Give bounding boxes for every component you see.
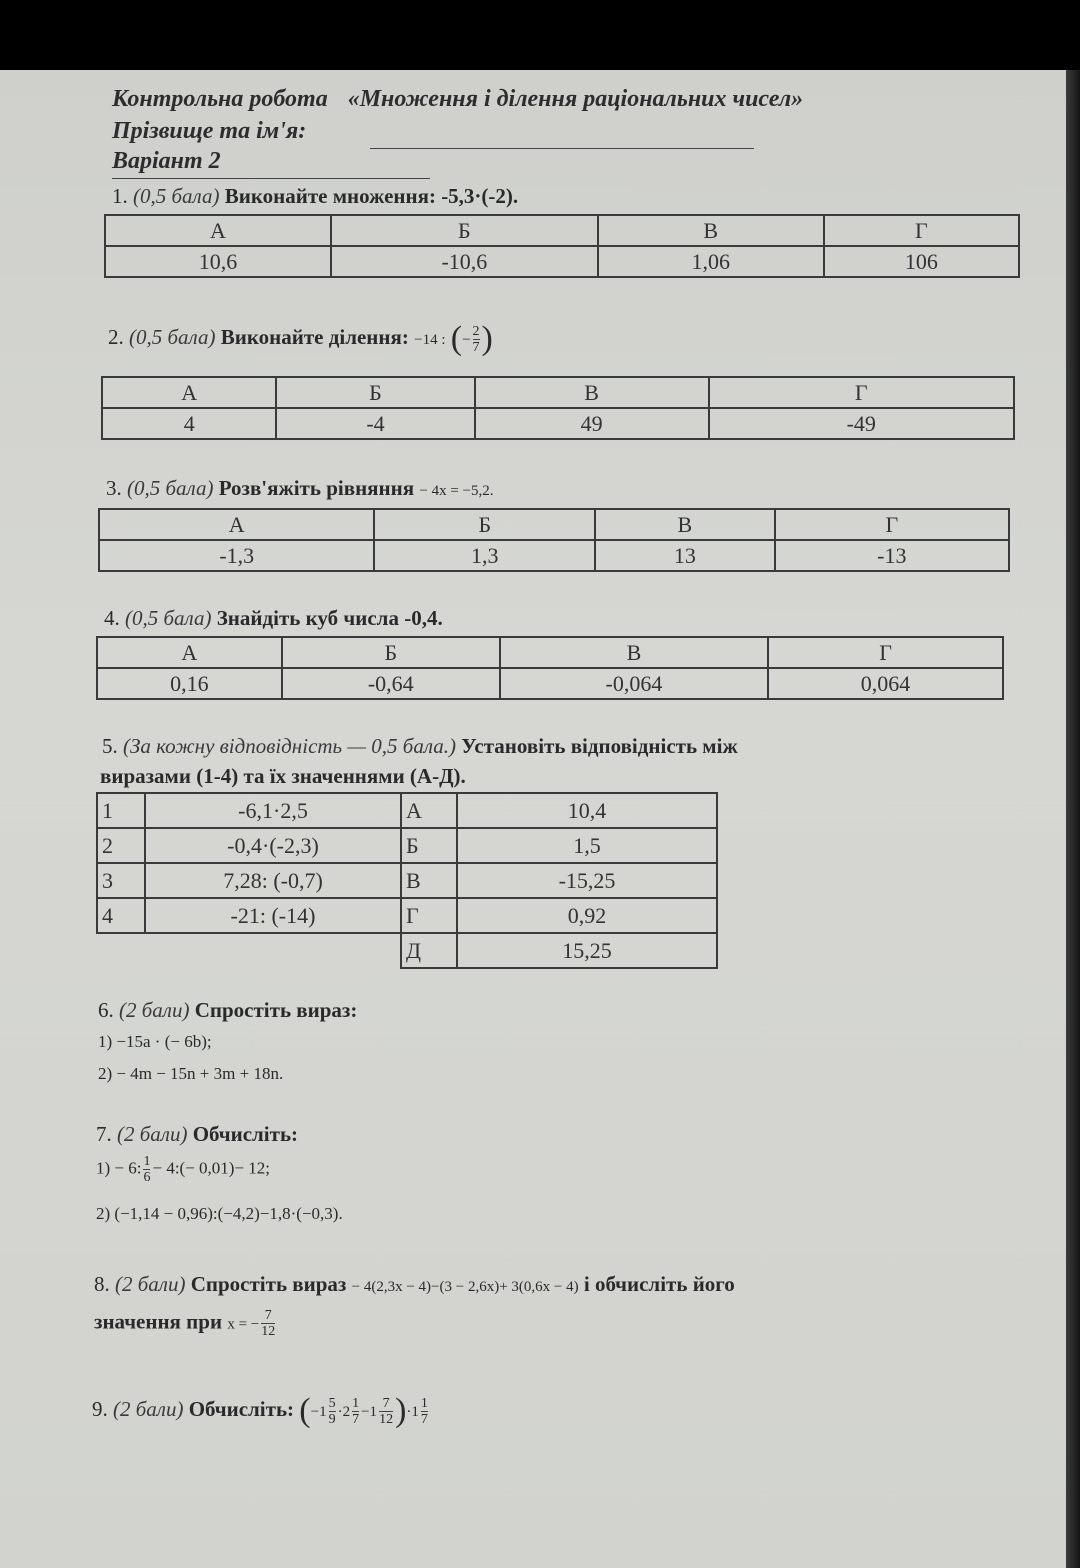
q2-expr: −14 : [414, 331, 446, 348]
question-4 [104, 606, 443, 631]
q7-fraction [143, 1154, 150, 1185]
q3-answer-g: -13 [775, 540, 1009, 571]
question-5 [102, 734, 738, 759]
q2-text: Виконайте ділення: [220, 324, 409, 349]
q4-answer-g: 0,064 [768, 668, 1003, 699]
name-label: Прізвище та ім'я: [112, 118, 307, 144]
q3-letter-a: А [99, 509, 374, 540]
q1-answer-v: 1,06 [598, 246, 824, 277]
question-1 [112, 184, 518, 209]
q2-frac-num: 2 [472, 323, 480, 339]
q2-letter-a: А [102, 377, 276, 408]
q7-item-1 [96, 1154, 270, 1185]
q6-item-2: 2) − 4m − 15n + 3m + 18n. [98, 1064, 284, 1083]
q3-points: (0,5 бала) [127, 476, 214, 500]
q8-text-a: Спростіть вираз [190, 1272, 347, 1296]
q6-item-1: 1) −15a · (− 6b); [98, 1032, 212, 1051]
q9-num-4: 1 [420, 1395, 428, 1411]
q9-fraction-4 [421, 1396, 428, 1427]
q5-row [97, 828, 717, 863]
q5-row [97, 933, 717, 968]
q5-points: (За кожну відповідність — 0,5 бала.) [123, 734, 456, 758]
q1-answer-g: 106 [824, 246, 1019, 277]
q9-num-1: 5 [328, 1395, 336, 1411]
q3-answer-v: 13 [595, 540, 775, 571]
q8-frac-den: 12 [261, 1324, 276, 1339]
q1-points: (0,5 бала) [133, 184, 220, 208]
q9-den-4: 7 [420, 1411, 428, 1427]
q5-expression: -6,1·2,5 [145, 793, 401, 828]
q7-text: Обчисліть: [192, 1122, 299, 1146]
q8-number: 8. [94, 1272, 110, 1296]
q6-points: (2 бали) [119, 998, 190, 1022]
name-fill-line [370, 148, 754, 149]
q9-paren-close: ) [395, 1392, 407, 1429]
q1-answer-table [104, 214, 1020, 278]
question-2 [108, 320, 493, 358]
q6-text: Спростіть вираз: [194, 998, 358, 1022]
q2-letter-b: Б [276, 377, 474, 408]
q5-expression: 7,28: (-0,7) [145, 863, 401, 898]
worksheet-page [0, 70, 1066, 1568]
q5-expression: -0,4·(-2,3) [145, 828, 401, 863]
q2-frac-den: 7 [472, 339, 480, 355]
q2-number: 2. [108, 324, 124, 349]
q5-row [97, 898, 717, 933]
question-6 [98, 998, 357, 1023]
q2-answer-a: 4 [102, 408, 276, 439]
q9-den-2: 7 [352, 1411, 360, 1427]
q4-letter-b: Б [282, 637, 500, 668]
q5-expression [145, 933, 401, 968]
q5-value: 1,5 [457, 828, 717, 863]
q8-text-c: значення при [94, 1309, 223, 1334]
q8-text-b: і обчисліть його [583, 1272, 735, 1296]
q2-paren-open: ( [450, 320, 463, 357]
q5-row-number [97, 933, 145, 968]
q2-answer-v: 49 [475, 408, 709, 439]
q5-row [97, 863, 717, 898]
q9-fraction-1 [329, 1396, 336, 1427]
q7-item1-part-a: 1) − 6: [96, 1158, 142, 1178]
question-8 [94, 1272, 735, 1297]
test-title [112, 86, 803, 113]
q9-num-2: 1 [352, 1395, 360, 1411]
q8-points: (2 бали) [115, 1272, 186, 1296]
q4-answer-b: -0,64 [282, 668, 500, 699]
q5-letter: В [401, 863, 457, 898]
q5-matching-table [96, 792, 718, 969]
q2-points: (0,5 бала) [129, 324, 216, 349]
title-topic: «Множення і ділення раціональних чисел» [347, 86, 804, 112]
q5-row-number: 4 [97, 898, 145, 933]
q9-whole-3: −1 [361, 1403, 378, 1420]
q8-fraction [261, 1308, 275, 1339]
q5-row [97, 793, 717, 828]
q9-den-3: 12 [379, 1411, 394, 1427]
q3-answer-a: -1,3 [99, 540, 374, 571]
q5-text-line-2 [100, 764, 466, 789]
monitor-edge [1066, 70, 1080, 1568]
q7-number: 7. [96, 1122, 112, 1146]
q9-text: Обчисліть: [188, 1396, 295, 1421]
q9-points: (2 бали) [113, 1396, 184, 1421]
q9-paren-open: ( [299, 1392, 311, 1429]
q4-letter-g: Г [768, 637, 1003, 668]
q9-num-3: 7 [382, 1395, 390, 1411]
q3-expr: − 4x = −5,2. [419, 483, 494, 499]
q5-letter: Б [401, 828, 457, 863]
q3-letter-v: В [595, 509, 775, 540]
q5-letter: А [401, 793, 457, 828]
q5-letter: Д [401, 933, 457, 968]
q4-text: Знайдіть куб числа -0,4. [216, 606, 443, 630]
q2-minus: − [462, 331, 471, 348]
q1-answer-a: 10,6 [105, 246, 331, 277]
q1-letter-b: Б [331, 215, 598, 246]
q7-frac-num: 1 [143, 1154, 151, 1169]
q9-number: 9. [92, 1396, 108, 1421]
q9-den-1: 9 [328, 1411, 336, 1427]
question-7 [96, 1122, 298, 1147]
q5-row-number: 1 [97, 793, 145, 828]
variant-label: Варіант 2 [112, 148, 221, 174]
q5-value: 15,25 [457, 933, 717, 968]
q5-row-number: 2 [97, 828, 145, 863]
q9-op-dot-2: · [406, 1403, 412, 1420]
q7-item-2: 2) (−1,14 − 0,96):(−4,2)−1,8·(−0,3). [96, 1204, 343, 1223]
q1-answer-b: -10,6 [331, 246, 598, 277]
q3-answer-b: 1,3 [374, 540, 595, 571]
q5-letter: Г [401, 898, 457, 933]
q5-row-number: 3 [97, 863, 145, 898]
q7-frac-den: 6 [143, 1170, 151, 1185]
q9-whole-4: 1 [411, 1403, 419, 1420]
q1-letter-a: А [105, 215, 331, 246]
q3-answer-table [98, 508, 1010, 572]
q1-letter-v: В [598, 215, 824, 246]
q3-letter-b: Б [374, 509, 595, 540]
q9-op-dot-1: · [337, 1403, 343, 1420]
q6-number: 6. [98, 998, 114, 1022]
q9-fraction-2 [352, 1396, 359, 1427]
q5-text-1: Установіть відповідність між [461, 734, 738, 758]
q5-value: -15,25 [457, 863, 717, 898]
q8-frac-num: 7 [264, 1308, 272, 1323]
q2-answer-g: -49 [709, 408, 1014, 439]
q5-number: 5. [102, 734, 118, 758]
q1-letter-g: Г [824, 215, 1019, 246]
q7-points: (2 бали) [117, 1122, 188, 1146]
q2-answer-b: -4 [276, 408, 474, 439]
q3-number: 3. [106, 476, 122, 500]
q2-answer-table [101, 376, 1015, 440]
q2-letter-v: В [475, 377, 709, 408]
q8-x-expr: x = − [227, 1316, 260, 1333]
q3-text: Розв'яжіть рівняння [218, 476, 415, 500]
q5-value: 10,4 [457, 793, 717, 828]
q2-paren-close: ) [481, 320, 493, 357]
q2-letter-g: Г [709, 377, 1014, 408]
q4-letter-v: В [500, 637, 768, 668]
q1-text: Виконайте множення: -5,3·(-2). [224, 184, 519, 208]
q7-item1-part-b: − 4:(− 0,01)− 12; [152, 1158, 271, 1178]
variant-underline [112, 178, 430, 179]
q4-answer-table [96, 636, 1004, 700]
q5-value: 0,92 [457, 898, 717, 933]
q5-text-2: виразами (1-4) та їх значеннями (А-Д). [100, 764, 466, 788]
q8-expr: − 4(2,3x − 4)−(3 − 2,6x)+ 3(0,6x − 4) [351, 1279, 579, 1295]
q4-number: 4. [104, 606, 120, 630]
q8-line-2 [94, 1308, 277, 1339]
question-9 [92, 1392, 430, 1430]
q5-expression: -21: (-14) [145, 898, 401, 933]
q9-whole-1: −1 [310, 1403, 327, 1420]
q4-points: (0,5 бала) [125, 606, 212, 630]
q3-letter-g: Г [775, 509, 1009, 540]
q4-answer-a: 0,16 [97, 668, 282, 699]
q9-whole-2: 2 [342, 1403, 351, 1420]
question-3 [106, 476, 494, 501]
q2-fraction [473, 324, 480, 355]
title-prefix: Контрольна робота [112, 86, 328, 112]
q4-answer-v: -0,064 [500, 668, 768, 699]
q9-fraction-3 [379, 1396, 393, 1427]
q1-number: 1. [112, 184, 128, 208]
q4-letter-a: А [97, 637, 282, 668]
